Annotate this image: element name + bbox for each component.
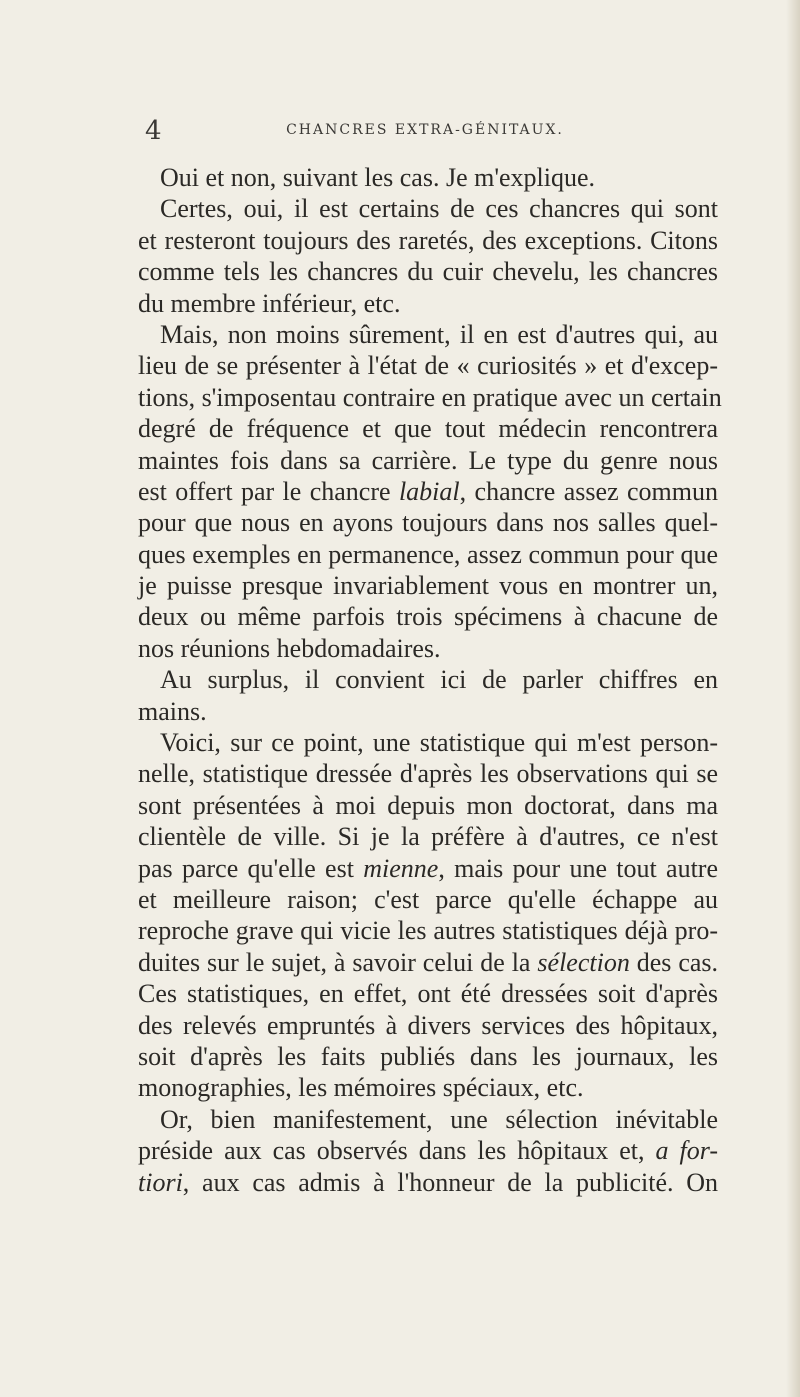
text-line: ques exemples en permanence, assez commun pour que xyxy=(138,539,718,569)
text-segment: , mais pour une tout autre xyxy=(438,853,719,883)
page-header xyxy=(145,116,705,146)
text-line: mains. xyxy=(138,696,207,726)
text-segment: , chancre assez commun xyxy=(459,476,718,506)
text-line: lieu de se présenter à l'état de « curiosités » et d'excep- xyxy=(138,351,718,381)
italic-term-mienne: mienne xyxy=(363,853,439,883)
text-line: reproche grave qui vicie les autres statistiques déjà pro- xyxy=(138,916,718,946)
text-segment: est offert par le chancre xyxy=(138,476,391,506)
text-line: Voici, sur ce point, une statistique qui m'est person- xyxy=(160,728,718,758)
italic-term-a-fortiori: a for- xyxy=(655,1136,719,1166)
text-line: Ces statistiques, en effet, ont été dressées soit d'après xyxy=(138,979,718,1009)
text-line: tions, s'imposentau contraire en pratique avec un certain xyxy=(138,382,722,412)
text-segment: , aux cas admis à l'honneur de la publicité. On xyxy=(182,1167,718,1197)
body-text xyxy=(138,162,722,1198)
text-line: sont présentées à moi depuis mon doctorat, dans ma xyxy=(138,790,718,820)
running-title: CHANCRES EXTRA-GÉNITAUX. xyxy=(286,122,564,138)
text-line: clientèle de ville. Si je la préfère à d'autres, ce n'est xyxy=(138,822,718,852)
text-line: Certes, oui, il est certains de ces chancres qui sont xyxy=(160,194,718,224)
text-line: Mais, non moins sûrement, il en est d'autres qui, au xyxy=(160,319,718,349)
text-line: je puisse presque invariablement vous en montrer un, xyxy=(138,571,718,601)
text-line xyxy=(138,476,718,507)
text-line xyxy=(138,947,718,978)
text-line: Or, bien manifestement, une sélection inévitable xyxy=(160,1104,718,1134)
page-number: 4 xyxy=(145,116,162,146)
text-line: du membre inférieur, etc. xyxy=(138,288,401,318)
text-segment: duites sur le sujet, à savoir celui de la xyxy=(138,947,531,977)
text-line: nelle, statistique dressée d'après les observations qui se xyxy=(138,759,718,789)
page-edge-shadow xyxy=(786,0,800,1397)
text-segment: pas parce qu'elle est xyxy=(138,853,354,883)
text-line: deux ou même parfois trois spécimens à chacune de xyxy=(138,602,718,632)
text-line: monographies, les mémoires spéciaux, etc. xyxy=(138,1073,584,1103)
text-segment: des cas. xyxy=(629,947,719,977)
text-line xyxy=(138,1135,718,1166)
italic-term-labial: labial xyxy=(398,476,460,506)
text-line: comme tels les chancres du cuir chevelu, les chancres xyxy=(138,257,718,287)
text-line: Au surplus, il convient ici de parler chiffres en xyxy=(160,665,718,695)
italic-term-a-fortiori-cont: tiori xyxy=(138,1167,183,1197)
text-line: soit d'après les faits publiés dans les journaux, les xyxy=(138,1041,718,1071)
text-segment: préside aux cas observés dans les hôpitaux et, xyxy=(138,1136,645,1166)
text-line: et resteront toujours des raretés, des exceptions. Citons xyxy=(138,225,718,255)
text-line: et meilleure raison; c'est parce qu'elle échappe au xyxy=(138,884,718,914)
text-line xyxy=(138,1167,718,1198)
text-line: degré de fréquence et que tout médecin rencontrera xyxy=(138,414,718,444)
text-line: nos réunions hebdomadaires. xyxy=(138,633,441,663)
text-line: pour que nous en ayons toujours dans nos salles quel- xyxy=(138,508,718,538)
text-line xyxy=(138,853,718,884)
text-line: Oui et non, suivant les cas. Je m'explique. xyxy=(160,163,596,192)
italic-term-selection: sélection xyxy=(537,947,630,977)
text-line: des relevés empruntés à divers services des hôpitaux, xyxy=(138,1010,718,1040)
text-line: maintes fois dans sa carrière. Le type du genre nous xyxy=(138,445,718,475)
